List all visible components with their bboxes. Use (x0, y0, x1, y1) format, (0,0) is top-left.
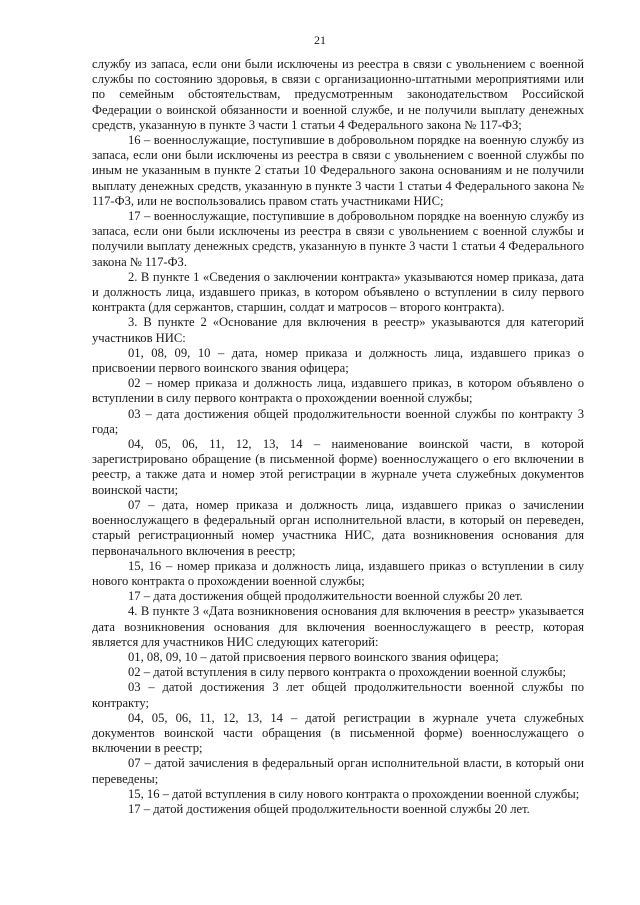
paragraph: 3. В пункте 2 «Основание для включения в реестр» указываются для категорий участников НИС: (92, 315, 584, 345)
paragraph: 17 – дата достижения общей продолжительности военной службы 20 лет. (128, 589, 523, 604)
page-number: 21 (314, 33, 326, 47)
paragraph: 07 – датой зачисления в федеральный орган исполнительной власти, в который они переведены; (92, 756, 584, 786)
paragraph: 02 – номер приказа и должность лица, издавшего приказ, в котором объявлено о вступлении в силу первого контракта о прохождении военной службы; (92, 376, 584, 406)
paragraph: 07 – дата, номер приказа и должность лица, издавшего приказ о зачислении военнослужащего в федеральный орган исполнительной власти, в который он переведен, старый регистрационный номер участника НИС, дата возникновения основания для первоначального включения в реестр; (92, 497, 584, 558)
paragraph: 15, 16 – номер приказа и должность лица, издавшего приказ о вступлении в силу нового контракта о прохождении военной службы; (92, 558, 584, 588)
paragraph: 02 – датой вступления в силу первого контракта о прохождении военной службы; (128, 665, 566, 680)
paragraph: 01, 08, 09, 10 – датой присвоения первого воинского звания офицера; (128, 649, 499, 664)
document-body (92, 57, 584, 817)
paragraph: службу из запаса, если они были исключены из реестра в связи с увольнением с военной службы по состоянию здоровья, в связи с организационно-штатными мероприятиями или по семейным обстоятельствам, предусмотренным законодательством Российской Федерации о воинской обязанности и военной службе, и не получили выплату денежных средств, указанную в пункте 3 части 1 статьи 4 Федерального закона № 117-ФЗ; (92, 57, 584, 132)
paragraph: 4. В пункте 3 «Дата возникновения основания для включения в реестр» указывается дата возникновения основания для включения военнослужащего в реестр, которая является для участников НИС следующих категорий: (92, 604, 584, 649)
paragraph: 17 – датой достижения общей продолжительности военной службы 20 лет. (128, 801, 530, 816)
paragraph: 17 – военнослужащие, поступившие в добровольном порядке на военную службу из запаса, если они были исключены из реестра в связи с увольнением с военной службы и получили выплату денежных средств, указанную в пункте 3 части 1 статьи 4 Федерального закона № 117-ФЗ. (92, 209, 584, 269)
paragraph: 2. В пункте 1 «Сведения о заключении контракта» указываются номер приказа, дата и должность лица, издавшего приказ, в котором объявлено о вступлении в силу первого контракта (для сержантов, старшин, солдат и матросов – второго контракта). (92, 269, 584, 315)
paragraph: 15, 16 – датой вступления в силу нового контракта о прохождении военной службы; (128, 786, 580, 801)
paragraph: 03 – дата достижения общей продолжительности военной службы по контракту 3 года; (92, 406, 584, 436)
paragraph: 03 – датой достижения 3 лет общей продолжительности военной службы по контракту; (92, 680, 584, 710)
paragraph: 04, 05, 06, 11, 12, 13, 14 – датой регистрации в журнале учета служебных документов воинской части обращения (в письменной форме) военнослужащего о включении в реестр; (92, 710, 584, 756)
paragraph: 01, 08, 09, 10 – дата, номер приказа и должность лица, издавшего приказ о присвоении первого воинского звания офицера; (92, 345, 584, 376)
paragraph: 04, 05, 06, 11, 12, 13, 14 – наименование воинской части, в которой зарегистрировано обращение (в письменной форме) военнослужащего о его включении в реестр, а также дата и номер этой регистрации в журнале учета служебных документов воинской части; (92, 437, 584, 497)
paragraph: 16 – военнослужащие, поступившие в добровольном порядке на военную службу из запаса, если они были исключены из реестра в связи с увольнением с военной службы по иным не указанным в пункте 2 статьи 10 Федерального закона основаниям и не получили выплату денежных средств, указанную в пункте 3 части 1 статьи 4 Федерального закона № 117-ФЗ, или не воспользовались правом стать участниками НИС; (92, 133, 584, 208)
